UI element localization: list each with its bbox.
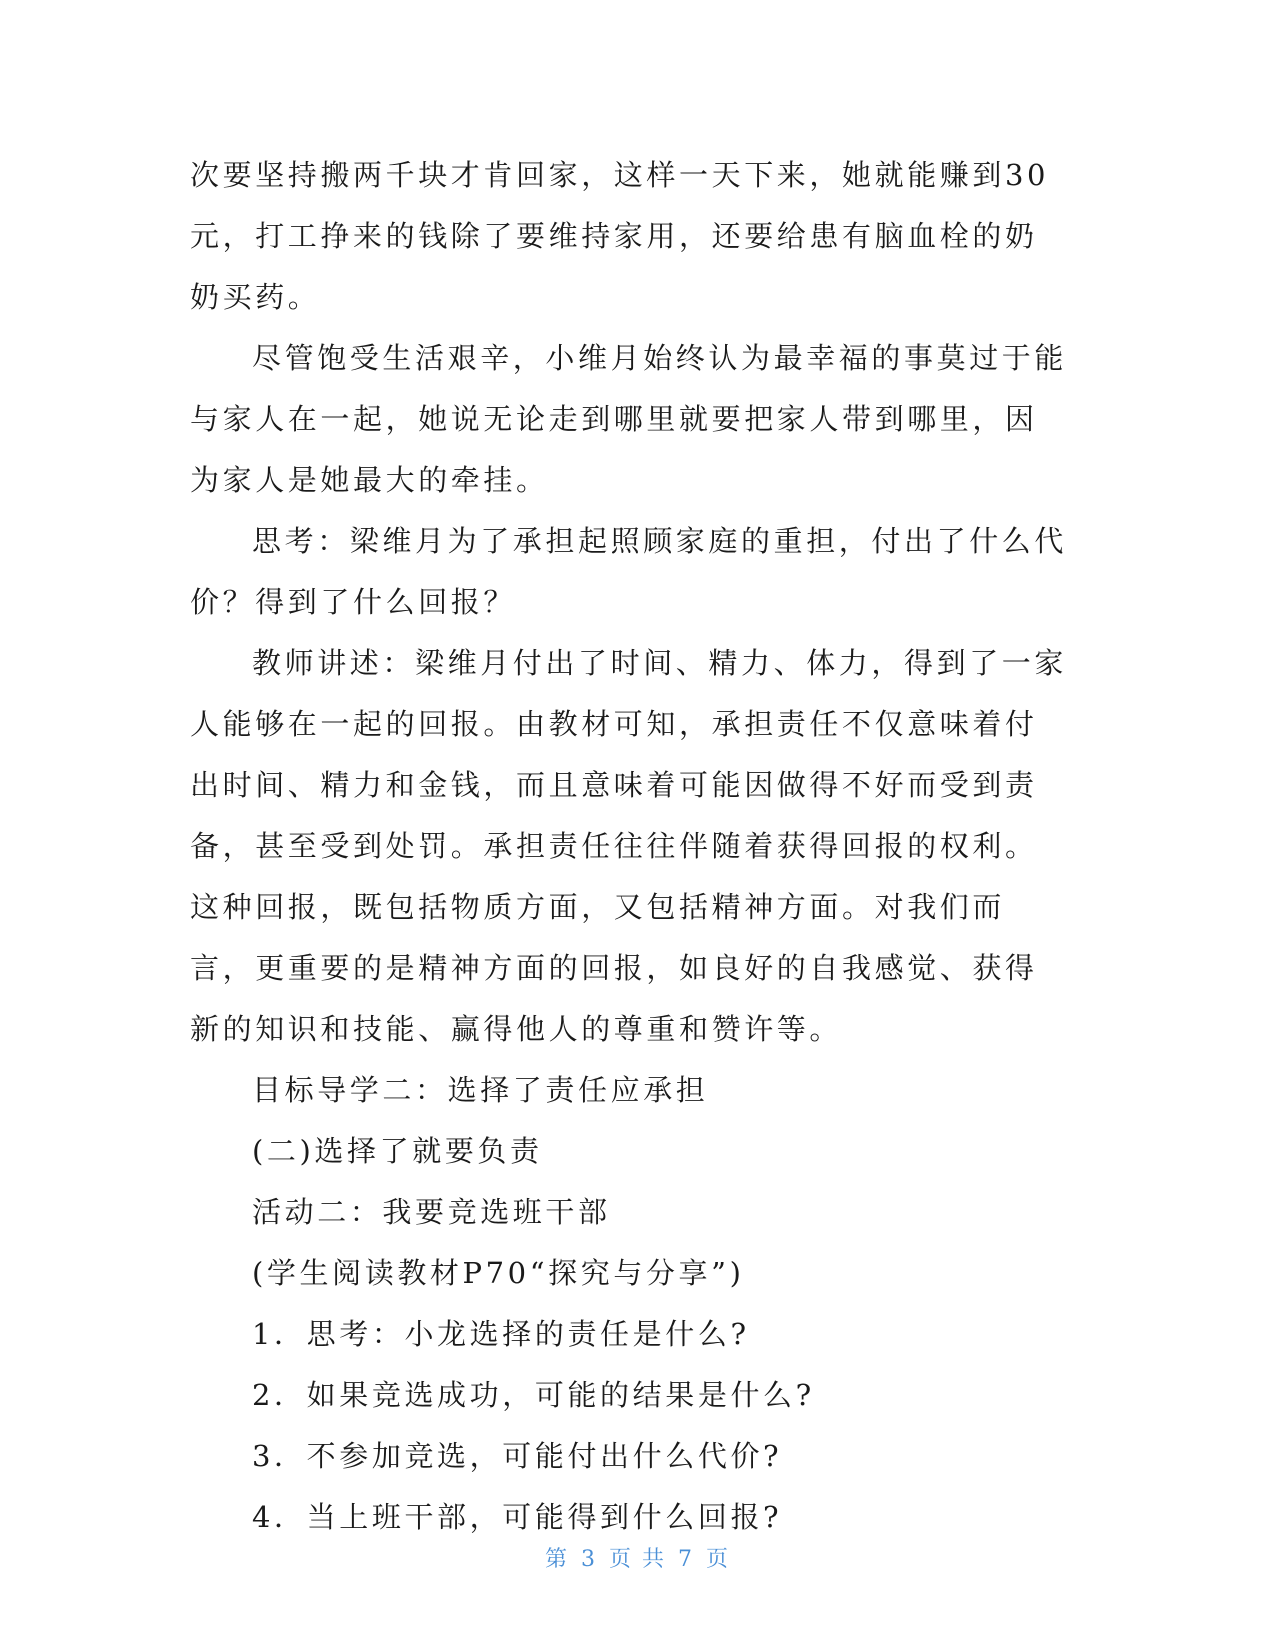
paragraph-continuation: 次要坚持搬两千块才肯回家，这样一天下来，她就能赚到30元，打工挣来的钱除了要维持家用，还要给患有脑血栓的奶奶买药。 [190,158,1050,314]
question-2: 2．如果竞选成功，可能的结果是什么? [252,1378,815,1412]
footer-suffix: 页 [706,1547,731,1572]
activity-two-title: 活动二：我要竞选班干部 [252,1195,611,1229]
question-1: 1．思考：小龙选择的责任是什么? [252,1317,750,1351]
question-3: 3．不参加竞选，可能付出什么代价? [252,1439,783,1473]
question-4: 4．当上班干部，可能得到什么回报? [252,1500,783,1534]
paragraph-family: 尽管饱受生活艰辛，小维月始终认为最幸福的事莫过于能与家人在一起，她说无论走到哪里就要把家人带到哪里，因为家人是她最大的牵挂。 [190,341,1068,497]
document-body [190,145,1070,1548]
footer-middle: 页 共 [609,1547,666,1572]
paragraph-think: 思考：梁维月为了承担起照顾家庭的重担，付出了什么代价？得到了什么回报？ [190,524,1068,619]
reading-instruction: (学生阅读教材P70“探究与分享”) [252,1256,745,1290]
footer-total-pages: 7 [678,1547,694,1572]
footer-current-page: 3 [581,1547,597,1572]
subheading-choose-responsible: (二)选择了就要负责 [252,1134,543,1168]
page-footer [0,1542,1275,1573]
heading-goal-two: 目标导学二：选择了责任应承担 [252,1073,709,1107]
footer-prefix: 第 [544,1547,569,1572]
paragraph-teacher-narration: 教师讲述：梁维月付出了时间、精力、体力，得到了一家人能够在一起的回报。由教材可知，承担责任不仅意味着付出时间、精力和金钱，而且意味着可能因做得不好而受到责备，甚至受到处罚。承担责任往往伴随着获得回报的权利。这种回报，既包括物质方面，又包括精神方面。对我们而言，更重要的是精神方面的回报，如良好的自我感觉、获得新的知识和技能、赢得他人的尊重和赞许等。 [190,646,1068,1046]
